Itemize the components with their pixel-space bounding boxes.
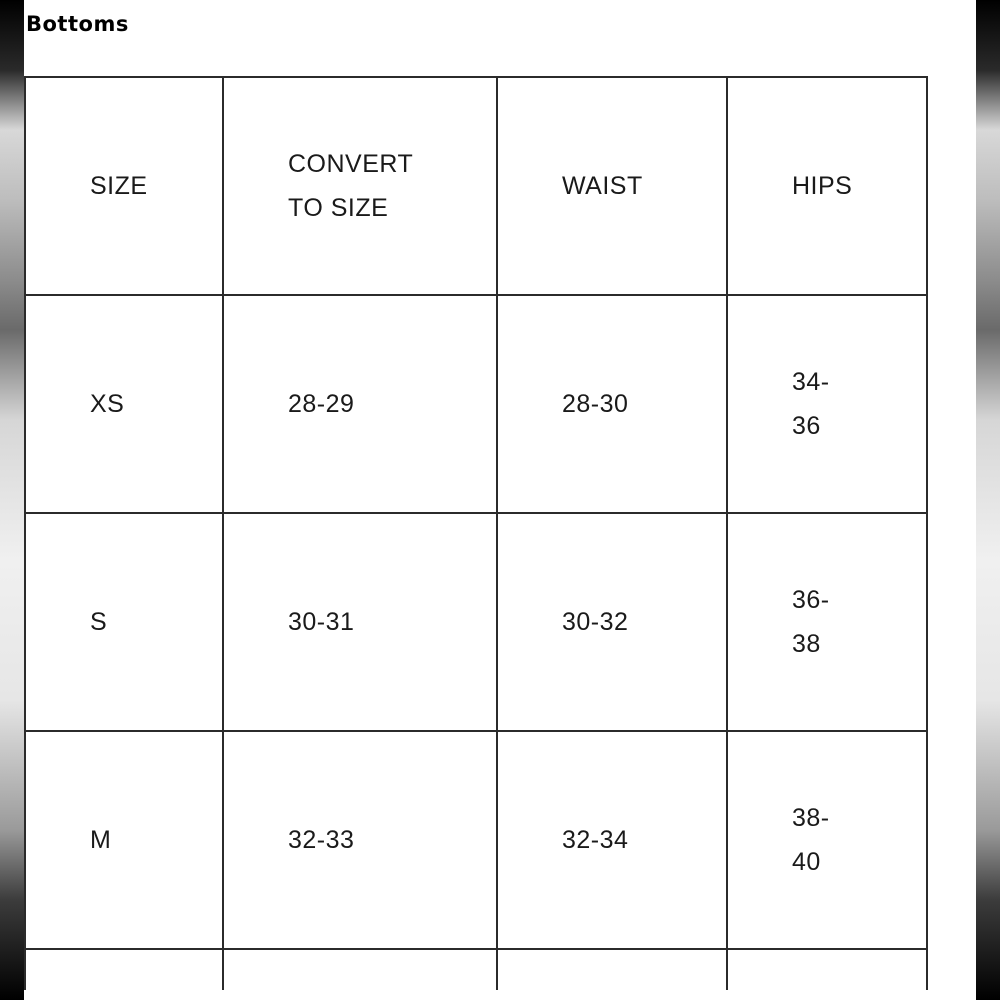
table-row xyxy=(25,295,927,513)
table-row xyxy=(25,513,927,731)
table-row-cut-off xyxy=(25,949,927,990)
header-cell-hips: HIPS xyxy=(727,77,927,295)
table-cell-empty xyxy=(25,949,223,990)
table-cell-size: S xyxy=(25,513,223,731)
size-chart-page[interactable] xyxy=(24,0,976,1000)
table-cell-waist: 32-34 xyxy=(497,731,727,949)
table-cell-size: M xyxy=(25,731,223,949)
section-title: Bottoms xyxy=(26,12,129,36)
table-row xyxy=(25,731,927,949)
header-cell-size: SIZE xyxy=(25,77,223,295)
table-cell-convert: 32-33 xyxy=(223,731,497,949)
size-chart-table xyxy=(24,76,928,990)
table-header-row xyxy=(25,77,927,295)
table-cell-convert: 30-31 xyxy=(223,513,497,731)
table-cell-hips: 34-36 xyxy=(727,295,927,513)
header-cell-convert: CONVERT TO SIZE xyxy=(223,77,497,295)
table-cell-waist: 30-32 xyxy=(497,513,727,731)
table-cell-empty xyxy=(727,949,927,990)
right-blur-edge xyxy=(976,0,1000,1000)
table-cell-hips: 36-38 xyxy=(727,513,927,731)
table-cell-empty xyxy=(497,949,727,990)
table-cell-waist: 28-30 xyxy=(497,295,727,513)
table-cell-hips: 38-40 xyxy=(727,731,927,949)
table-cell-empty xyxy=(223,949,497,990)
table-cell-convert: 28-29 xyxy=(223,295,497,513)
table-cell-size: XS xyxy=(25,295,223,513)
header-cell-waist: WAIST xyxy=(497,77,727,295)
left-blur-edge xyxy=(0,0,24,1000)
